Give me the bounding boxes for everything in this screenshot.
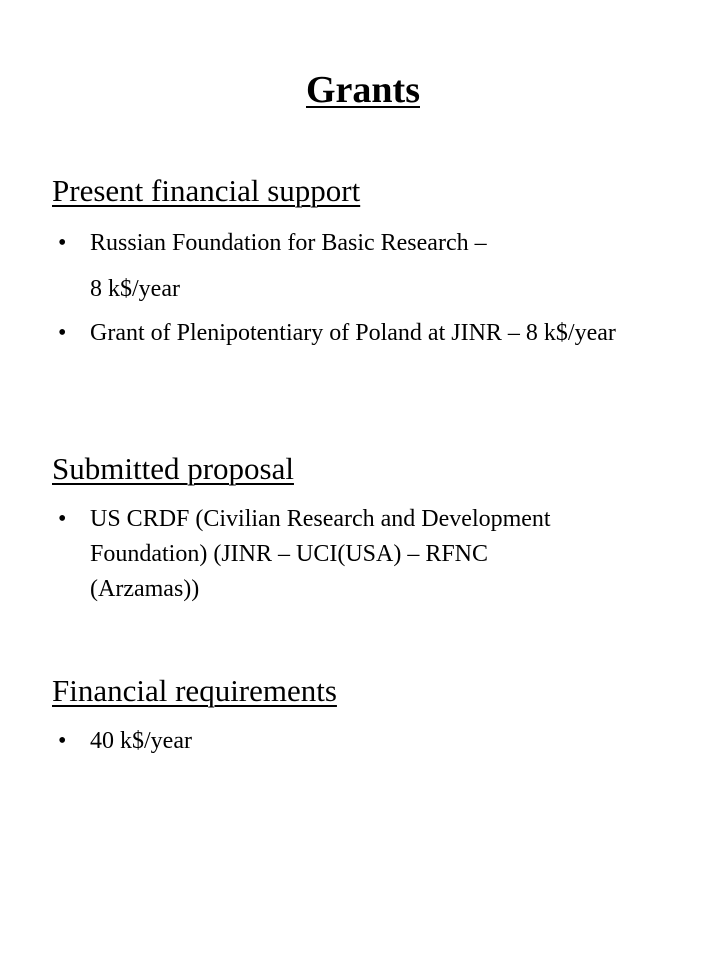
section-heading-financial-requirements: Financial requirements	[52, 673, 337, 708]
section-heading-present-financial-support: Present financial support	[52, 173, 361, 208]
list-item-text: US CRDF (Civilian Research and Development Foundation) (JINR – UCI(USA) – RFNC (Arzamas))	[90, 506, 551, 602]
section-heading-submitted-proposal: Submitted proposal	[52, 451, 294, 486]
list-item-text: 40 k$/year	[90, 728, 192, 754]
list-item-text: Grant of Plenipotentiary of Poland at JINR – 8 k$/year	[90, 320, 616, 346]
list-item	[58, 226, 698, 261]
list-item-continuation: 8 k$/year	[90, 276, 180, 302]
bullet-icon: •	[58, 230, 67, 256]
bullet-icon: •	[58, 320, 67, 346]
bullet-icon: •	[58, 506, 67, 532]
slide-title: Grants	[306, 69, 420, 111]
bullet-icon: •	[58, 728, 67, 754]
list-item	[58, 724, 698, 759]
list-item	[58, 502, 698, 607]
list-item-text: Russian Foundation for Basic Research –	[90, 230, 487, 256]
list-item	[58, 316, 698, 351]
